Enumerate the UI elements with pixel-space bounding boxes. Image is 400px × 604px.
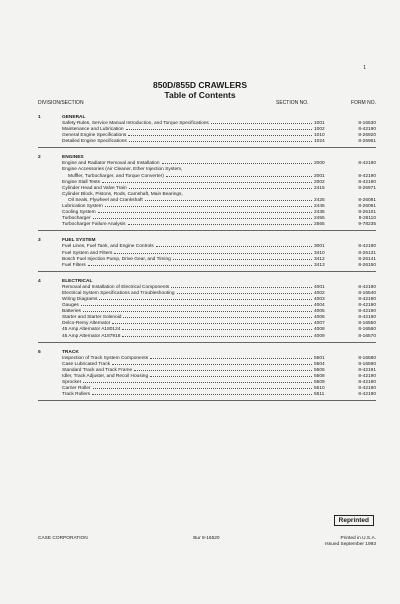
entry-section-number: 4005 [314, 309, 325, 315]
entry-title: Gauges [62, 303, 79, 309]
section-divider [38, 342, 376, 343]
dot-leader [145, 200, 312, 201]
entry-title: Fuel System and Filters [62, 250, 113, 256]
section-heading [38, 114, 376, 121]
dot-leader [129, 188, 312, 189]
entry-title: Oil Seals, Flywheel and Crankshaft [68, 197, 143, 203]
dot-leader [150, 358, 312, 359]
entry-section-number: 2415 [314, 185, 325, 191]
entry-title: Cooling System [62, 210, 96, 216]
entry-section-number: 4006 [314, 315, 325, 321]
entry-title: Wiring Diagrams [62, 296, 98, 302]
dot-leader [166, 176, 312, 177]
section-heading [38, 278, 376, 285]
dot-leader [171, 287, 312, 288]
footer-print-info [325, 536, 376, 548]
entry-title: Maintenance and Lubrication [62, 127, 124, 133]
entry-form-number: 8-16560 [358, 327, 376, 333]
dot-leader [93, 218, 312, 219]
section-column-header: SECTION NO. [276, 100, 309, 106]
entry-title: Case Lubricated Track [62, 361, 110, 367]
entry-section-number: 4004 [314, 303, 325, 309]
column-headers [38, 100, 376, 106]
dot-leader [83, 382, 312, 383]
entry-section-number: 2565 [314, 222, 325, 228]
entry-form-number: 8-42190 [358, 179, 376, 185]
entry-title: Idler, Track Adjuster, and Recoil Housing [62, 373, 149, 379]
entry-title: Sprocket [62, 380, 81, 385]
entry-title: Safety Rules, Service Manual Introduction, and Torque Specifications [62, 121, 209, 126]
section-number: 1 [38, 115, 41, 120]
section-divider [38, 271, 376, 272]
dot-leader [114, 253, 312, 254]
entry-title: Engine and Radiator Removal and Installation [62, 161, 160, 167]
entry-form-number: 8-42190 [358, 296, 376, 302]
entry-form-number: 9-78235 [358, 222, 376, 228]
dot-leader [211, 123, 312, 124]
entry-title: Lubrication System [62, 204, 103, 210]
footer-company: CASE CORPORATION [38, 536, 88, 541]
entry-form-number: 8-42190 [358, 380, 376, 385]
title-line-1: 850D/855D CRAWLERS [152, 80, 247, 90]
entry-form-number: 8-26141 [358, 256, 376, 262]
entry-form-number: 8-26110 [358, 216, 376, 222]
dot-leader [98, 212, 312, 213]
entry-section-number: 3410 [314, 250, 325, 256]
entry-form-number: 8-42190 [358, 127, 376, 133]
entry-section-number: 2425 [314, 197, 325, 203]
entry-form-number: 8-16540 [358, 290, 376, 296]
entry-form-number: 8-16580 [358, 355, 376, 361]
entry-section-number: 2000 [314, 161, 325, 167]
toc-entry [38, 139, 376, 145]
dot-leader [134, 370, 312, 371]
dot-leader [128, 135, 312, 136]
dot-leader [173, 259, 312, 260]
entry-form-number: 8-42190 [358, 392, 376, 398]
entry-section-number: 4003 [314, 296, 325, 302]
entry-form-number: 8-42190 [358, 386, 376, 392]
entry-form-number: 8-42190 [358, 173, 376, 179]
reprinted-stamp: Reprinted [334, 515, 374, 526]
entry-title: Track Rollers [62, 392, 91, 398]
entry-section-number: 1002 [314, 127, 325, 133]
toc-entry [38, 392, 376, 398]
section-divider [38, 230, 376, 231]
entry-section-number: 1001 [314, 121, 325, 126]
dot-leader [88, 265, 312, 266]
section-divider [38, 147, 376, 148]
entry-title: Turbocharger Failure Analysis [62, 222, 126, 228]
dot-leader [81, 305, 312, 306]
dot-leader [129, 141, 312, 142]
entry-section-number: 2455 [314, 216, 325, 222]
entry-form-number: 8-42190 [358, 284, 376, 290]
entry-section-number: 5506 [314, 367, 325, 373]
entry-form-number: 8-26081 [358, 197, 376, 203]
entry-title: Standard Track and Track Frame [62, 367, 133, 373]
section-heading [38, 349, 376, 356]
entry-section-number: 1010 [314, 133, 325, 139]
entry-section-number: 3412 [314, 256, 325, 262]
toc-section [38, 237, 376, 271]
dot-leader [99, 299, 312, 300]
dot-leader [122, 336, 312, 337]
entry-title: General Engine Specifications [62, 133, 127, 139]
entry-form-number: 8-26101 [358, 210, 376, 216]
entry-section-number: 1024 [314, 139, 325, 145]
entry-form-number: 8-42190 [358, 244, 376, 250]
footer [38, 536, 376, 548]
entry-title: Muffler, Turbocharger, and Torque Converter) [68, 173, 164, 179]
title-line-2: Table of Contents [164, 90, 236, 100]
entry-section-number: 4009 [314, 333, 325, 339]
section-divider [38, 400, 376, 401]
entry-form-number: 8-26131 [358, 250, 376, 256]
entry-title: Cylinder Head and Valve Train [62, 185, 127, 191]
table-of-contents [38, 114, 376, 407]
entry-section-number: 2445 [314, 204, 325, 210]
entry-form-number: 8-42190 [358, 161, 376, 167]
toc-section [38, 154, 376, 231]
entry-form-number: 8-26961 [358, 139, 376, 145]
entry-form-number: 8-42191 [358, 367, 376, 373]
footer-form-ref: Bur 8-16520 [193, 536, 220, 541]
dot-leader [162, 163, 312, 164]
entry-form-number: 8-16530 [358, 121, 376, 126]
entry-title: Detailed Engine Specifications [62, 139, 127, 145]
entry-section-number: 5504 [314, 361, 325, 367]
section-name: FUEL SYSTEM [62, 238, 96, 244]
entry-form-number: 8-26091 [358, 204, 376, 210]
document-title [0, 80, 400, 100]
entry-title: Bosch Fuel Injection Pump, Drive Gear, and Timing [62, 256, 171, 262]
entry-form-number: 8-26920 [358, 133, 376, 139]
dot-leader [112, 364, 312, 365]
dot-leader [156, 246, 312, 247]
section-number: 4 [38, 278, 41, 284]
footer-issued: Issued September 1993 [325, 542, 376, 547]
entry-form-number: 8-26150 [358, 262, 376, 268]
entry-title: 45 Amp Alternator A180124 [62, 327, 121, 333]
toc-section [38, 114, 376, 148]
entry-section-number: 5510 [314, 386, 325, 392]
form-column-header: FORM NO. [351, 100, 376, 106]
dot-leader [93, 388, 312, 389]
entry-title: Fuel Filters [62, 262, 86, 268]
dot-leader [126, 129, 312, 130]
entry-section-number: 5501 [314, 355, 325, 361]
section-name: ELECTRICAL [62, 278, 93, 284]
toc-entry [38, 263, 376, 269]
entry-section-number: 5509 [314, 380, 325, 385]
entry-title: Cylinder Block, Pistons, Rods, Camshaft, Main Bearings, [62, 191, 183, 197]
entry-section-number: 4007 [314, 321, 325, 327]
entry-form-number: 8-42190 [358, 373, 376, 379]
entry-section-number: 5511 [314, 392, 325, 398]
entry-title: Batteries [62, 309, 81, 315]
entry-section-number: 4002 [314, 290, 325, 296]
page-number: 1 [363, 65, 366, 71]
section-name: GENERAL [62, 115, 86, 120]
entry-title: Engine Accessories (Air Cleaner, Ether Injection System, [62, 167, 183, 173]
entry-form-number: 8-16590 [358, 361, 376, 367]
dot-leader [122, 329, 312, 330]
entry-section-number: 5508 [314, 373, 325, 379]
entry-title: Turbocharger [62, 216, 91, 222]
dot-leader [83, 311, 312, 312]
entry-title: Engine Stall Tests [62, 179, 101, 185]
dot-leader [102, 182, 312, 183]
entry-title: Fuel Lines, Fuel Tank, and Engine Controls [62, 244, 154, 250]
dot-leader [123, 317, 312, 318]
entry-section-number: 4008 [314, 327, 325, 333]
dot-leader [112, 323, 312, 324]
entry-section-number: 3001 [314, 244, 325, 250]
section-name: TRACK [62, 349, 79, 355]
entry-title: Inspection of Track System Components [62, 355, 149, 361]
entry-section-number: 2001 [314, 173, 325, 179]
entry-section-number: 3413 [314, 262, 325, 268]
entry-form-number: 8-42190 [358, 315, 376, 321]
entry-form-number: 8-16550 [358, 321, 376, 327]
footer-printed: Printed in U.S.A. [340, 536, 376, 541]
dot-leader [92, 394, 312, 395]
entry-form-number: 8-42190 [358, 309, 376, 315]
division-column-header: DIVISION/SECTION [38, 100, 84, 106]
entry-title: Removal and Installation of Electrical Components [62, 284, 170, 290]
entry-section-number: 4001 [314, 284, 325, 290]
entry-title: Delco-Remy Alternator [62, 321, 111, 327]
toc-entry [38, 334, 376, 340]
toc-section [38, 349, 376, 402]
dot-leader [177, 293, 312, 294]
entry-section-number: 2002 [314, 179, 325, 185]
toc-entry [38, 222, 376, 228]
entry-section-number: 2435 [314, 210, 325, 216]
dot-leader [150, 376, 312, 377]
entry-form-number: 8-42190 [358, 303, 376, 309]
dot-leader [128, 224, 312, 225]
entry-title: 45 Amp Alternator A187916 [62, 333, 121, 339]
entry-title: Carrier Roller [62, 386, 91, 392]
toc-section [38, 278, 376, 343]
entry-form-number: 8-26971 [358, 185, 376, 191]
dot-leader [105, 206, 312, 207]
entry-title: Electrical System Specifications and Troubleshooting [62, 290, 175, 296]
section-number: 5 [38, 349, 41, 355]
entry-form-number: 8-16570 [358, 333, 376, 339]
section-number: 2 [38, 155, 41, 161]
section-name: ENGINES [62, 155, 84, 161]
section-number: 3 [38, 238, 41, 244]
entry-title: Starter and Starter Solenoid [62, 315, 122, 321]
